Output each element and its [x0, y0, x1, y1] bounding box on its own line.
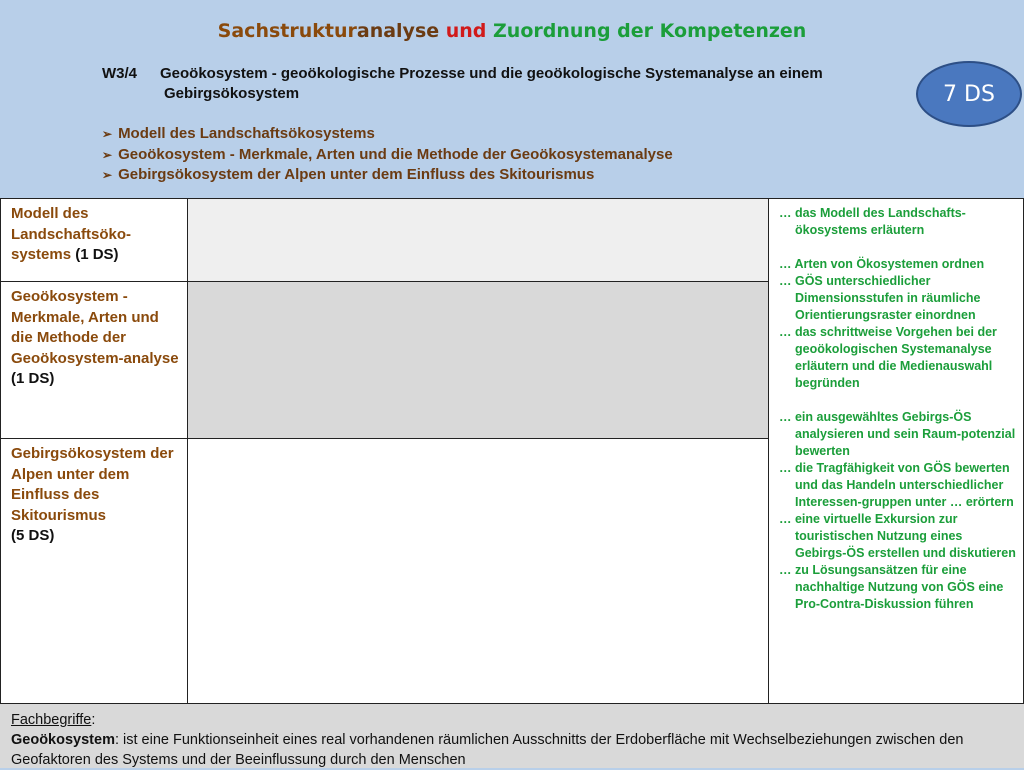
- ds-badge: 7 DS: [916, 61, 1022, 127]
- content-table: [0, 198, 1024, 704]
- glossary-label: Fachbegriffe: [11, 712, 92, 728]
- topic-cell: [0, 438, 189, 704]
- glossary-footer: Fachbegriffe: Geoökosystem: ist eine Funktionseinheit eines real vorhandenen räumlichen Ausschnitts der Erdoberfläche mit Wechselbeziehungen zwischen den Geofaktoren des Systems und der Beeinflussung durch den Menschen: [0, 703, 1024, 768]
- competency-item: … eine virtuelle Exkursion zur touristischen Nutzung eines Gebirgs-ÖS erstellen und diskutieren: [779, 512, 1016, 560]
- competency-list: [769, 199, 1023, 613]
- unit-title-line2: Gebirgsökosystem: [164, 85, 300, 102]
- title-part-und: und: [439, 20, 494, 42]
- unit-title-line1: Geoökosystem - geoökologische Prozesse und die geoökologische Systemanalyse an einem: [160, 65, 823, 82]
- competency-item: … GÖS unterschiedlicher Dimensionsstufen in räumliche Orientierungsraster einordnen: [779, 274, 981, 322]
- bullet-item: ➢ Modell des Landschaftsökosystems: [102, 124, 673, 145]
- competency-item: … ein ausgewähltes Gebirgs-ÖS analysieren und sein Raum-potenzial bewerten: [779, 410, 1016, 458]
- competency-column: [768, 198, 1024, 704]
- topic-ds: (5 DS): [11, 527, 55, 544]
- content-cell: [187, 198, 770, 283]
- content-cell: [187, 281, 770, 440]
- topic-ds: (1 DS): [75, 246, 119, 263]
- title-part-analyse: analyse: [356, 20, 440, 42]
- competency-item: … zu Lösungsansätzen für eine nachhaltige Nutzung von GÖS eine Pro-Contra-Diskussion führen: [779, 563, 1004, 611]
- topic-title: Geoökosystem - Merkmale, Arten und die Methode der Geoökosystem-analyse: [11, 288, 179, 367]
- topic-title: Modell des Landschaftsöko-systems: [11, 205, 132, 263]
- bullet-item: ➢ Gebirgsökosystem der Alpen unter dem Einfluss des Skitourismus: [102, 165, 673, 186]
- unit-header: [102, 64, 922, 104]
- competency-item: … das Modell des Landschafts-ökosystems erläutern: [779, 206, 966, 237]
- topic-cell: [0, 281, 189, 440]
- competency-item: … die Tragfähigkeit von GÖS bewerten und das Handeln unterschiedlicher Interessen-gruppen unter … erörtern: [779, 461, 1014, 509]
- title-part-sachstruktur: Sachstruktur: [217, 20, 357, 42]
- content-cell: [187, 438, 770, 704]
- bullet-item: ➢ Geoökosystem - Merkmale, Arten und die Methode der Geoökosystemanalyse: [102, 145, 673, 166]
- glossary-term: Geoökosystem: [11, 732, 115, 748]
- topic-cell: [0, 198, 189, 283]
- glossary-definition: : ist eine Funktionseinheit eines real vorhandenen räumlichen Ausschnitts der Erdoberfläche mit Wechselbeziehungen zwischen den Geofaktoren des Systems und der Beeinflussung durch den Menschen: [11, 732, 964, 768]
- page-title: [0, 20, 1024, 42]
- topic-bullet-list: [102, 124, 673, 186]
- competency-item: … Arten von Ökosystemen ordnen: [779, 257, 985, 271]
- topic-ds: (1 DS): [11, 370, 55, 387]
- unit-code: W3/4: [102, 65, 138, 82]
- topic-title: Gebirgsökosystem der Alpen unter dem Einfluss des Skitourismus: [11, 445, 174, 524]
- competency-item: … das schrittweise Vorgehen bei der geoökologischen Systemanalyse erläutern und die Medienauswahl begründen: [779, 325, 997, 390]
- title-part-zuordnung: Zuordnung der Kompetenzen: [493, 20, 807, 42]
